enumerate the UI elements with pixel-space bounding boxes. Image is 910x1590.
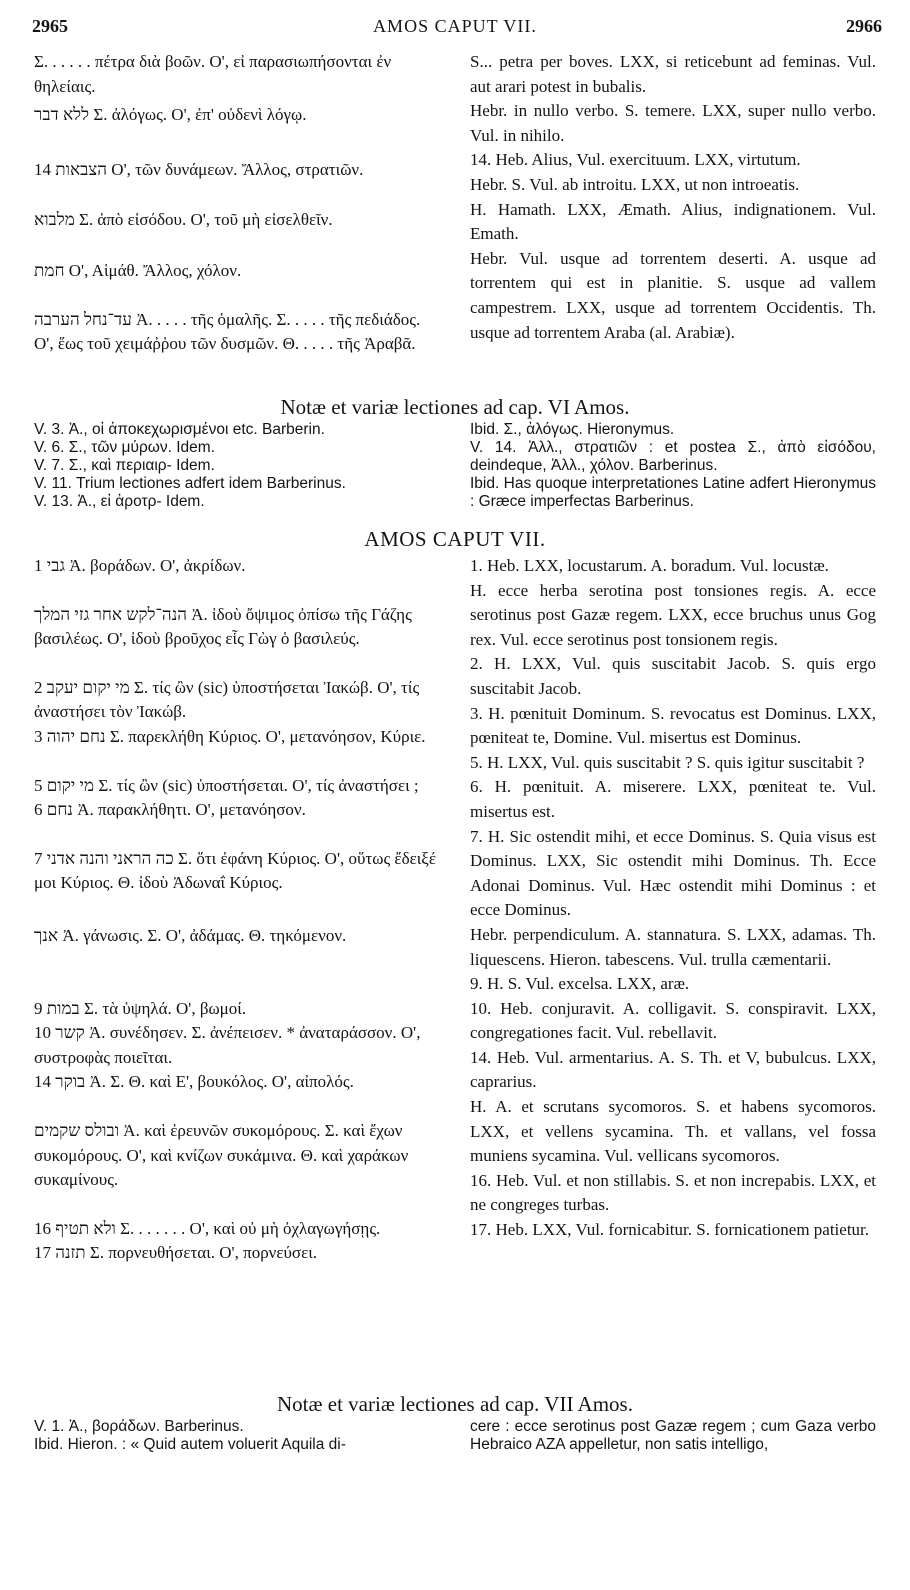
block2-greek-column (34, 554, 444, 1266)
note-line: Ibid. Hieron. : « Quid autem voluerit Aquila di- (34, 1436, 346, 1453)
entry-latin: 1. Heb. LXX, locustarum. A. boradum. Vul. locustæ. (470, 556, 829, 575)
page-number-right: 2966 (846, 16, 882, 36)
block1-greek-column (34, 50, 444, 357)
note-line: V. 14. Ἀλλ., στρατιῶν : et postea Σ., ἀπὸ εἰσόδου, deindeque, Ἀλλ., χόλον. Barberinus. (470, 439, 876, 474)
entry-greek: גבי 1 Ἀ. βοράδων. Ο', ἀκρίδων. (34, 556, 246, 575)
entry-greek: כה הראני והנה אדני 7 Σ. ὅτι ἐφάνη Κύριος. Ο', οὕτως ἔδειξέ μοι Κύριος. Θ. ἰδοὺ Ἀδωναΐ Κύριος. (34, 848, 437, 893)
entry-greek: תזנה 17 Σ. πορνευθήσεται. Ο', πορνεύσει. (34, 1243, 318, 1263)
entry-latin: 3. H. pœnituit Dominum. S. revocatus est Dominus. LXX, pœniteat te, Domine. Vul. misertus est Dominus. (470, 703, 876, 748)
entry-latin: 5. H. LXX, Vul. quis suscitabit ? S. quis igitur suscitabit ? (470, 752, 865, 772)
note-line: V. 1. Ἀ., βοράδων. Barberinus. (34, 1418, 244, 1435)
note-line: V. 11. Trium lectiones adfert idem Barberinus. (34, 475, 346, 492)
entry-greek: מלבוא Σ. ἀπὸ εἰσόδου. Ο', τοῦ μὴ εἰσελθεῖν. (34, 210, 333, 230)
entry-latin: 6. H. pœnituit. A. miserere. LXX, pœniteat te. Vul. misertus est. (470, 777, 876, 821)
entry-greek: נחם 6 Ἀ. παρακλήθητι. Ο', μετανόησον. (34, 800, 306, 820)
entry-latin: Hebr. in nullo verbo. S. temere. LXX, super nullo verbo. Vul. in nihilo. (470, 101, 876, 145)
note-line: V. 3. Ἀ., οἱ ἀποκεχωρισμένοι etc. Barberin. (34, 421, 325, 438)
entry-greek: הצבאות 14 Ο', τῶν δυνάμεων. Ἄλλος, στρατιῶν. (34, 159, 364, 179)
note-line: Ibid. Has quoque interpretationes Latine adfert Hieronymus : Græce imperfectas Barberinus. (470, 475, 876, 510)
entry-greek: הנה־לקש אחר גזי המלך Ἀ. ἰδοὺ ὄψιμος ὀπίσω τῆς Γάζης βασιλέως. Ο', ἰδοὺ βροῦχος εἷς Γὼγ ὁ βασιλεύς. (34, 604, 412, 649)
chapter-title: AMOS CAPUT VII. (364, 527, 546, 551)
entry-latin: 2. H. LXX, Vul. quis suscitabit Jacob. S. quis ergo suscitabit Jacob. (470, 654, 876, 698)
notes-title-ch7: Notæ et variæ lectiones ad cap. VII Amos. (277, 1392, 633, 1416)
notes-ch7-left (34, 1418, 454, 1454)
entry-latin: 9. H. S. Vul. excelsa. LXX, aræ. (470, 974, 690, 994)
entry-greek: חמת Ο', Αἱμάθ. Ἄλλος, χόλον. (34, 260, 242, 280)
running-title: AMOS CAPUT VII. (373, 16, 537, 36)
entry-latin: 16. Heb. Vul. et non stillabis. S. et non increpabis. LXX, et ne congreges turbas. (470, 1170, 876, 1215)
entry-latin: 14. Heb. Alius, Vul. exercituum. LXX, virtutum. (470, 150, 801, 170)
entry-greek: ולא תטיף 16 Σ. . . . . . . Ο', καὶ οὐ μὴ ὀχλαγωγήσῃς. (34, 1218, 381, 1238)
entry-latin: H. A. et scrutans sycomoros. S. et habens sycomoros. LXX, et vellens sycamina. Th. et vallans, vel fossa muniens sycamina. Vul. vellicans sycomoros. (470, 1097, 876, 1166)
entry-greek: קשר 10 Ἀ. συνέδησεν. Σ. ἀνέπεισεν. * ἀναταράσσον. Ο', συστροφὰς ποιεῖται. (34, 1023, 421, 1067)
entry-latin: 14. Heb. Vul. armentarius. A. S. Th. et V, bubulcus. LXX, caprarius. (470, 1047, 876, 1092)
entry-latin: H. Hamath. LXX, Æmath. Alius, indignationem. Vul. Emath. (470, 199, 876, 244)
entry-greek: בוקר 14 Ἀ. Σ. Θ. καὶ Ε', βουκόλος. Ο', αἰπολός. (34, 1072, 354, 1092)
note-line: V. 6. Σ., τῶν μύρων. Idem. (34, 439, 215, 456)
entry-latin: 7. H. Sic ostendit mihi, et ecce Dominus. S. Quia visus est Dominus. LXX, Sic ostendit mihi Dominus. Th. Ecce Adonai Dominus. Vul. Hæc ostendit mihi Dominus : et ecce Dominus. (470, 826, 876, 920)
entry-greek: במות 9 Σ. τὰ ὑψηλά. Ο', βωμοί. (34, 998, 247, 1018)
entry-latin: Hebr. S. Vul. ab introitu. LXX, ut non introeatis. (470, 174, 800, 194)
note-line: V. 13. Ἀ., εἰ ἀροτρ- Idem. (34, 493, 205, 510)
block1-latin-column (470, 50, 876, 345)
entry-latin: Hebr. perpendiculum. A. stannatura. S. LXX, adamas. Th. liquescens. Hieron. tabescens. Vul. trulla cæmentarii. (470, 924, 876, 969)
entry-greek: ובולס שקמים Ἀ. καὶ ἐρευνῶν συκομόρους. Σ. καὶ ἔχων συκομόρους. Ο', καὶ κνίζων συκάμινα. Θ. καὶ χαράκων συκαμίνους. (34, 1120, 409, 1190)
entry-greek: מי יקום 5 Σ. τίς ὢν (sic) ὑποστήσεται. Ο', τίς ἀναστήσει ; (34, 775, 419, 795)
entry-latin: S... petra per boves. LXX, si reticebunt ad feminas. Vul. aut arari potest in bubalis. (470, 52, 876, 96)
entry-latin: H. ecce herba serotina post tonsiones regis. A. ecce serotinus post Gazæ regem. LXX, ecce bruchus unus Gog rex. Vul. ecce serotinus post tonsionem regis. (470, 580, 876, 649)
entry-greek: אנך Ἀ. γάνωσις. Σ. Ο', ἀδάμας. Θ. τηκόμενον. (34, 925, 347, 945)
entry-latin: 17. Heb. LXX, Vul. fornicabitur. S. fornicationem patietur. (470, 1220, 870, 1240)
notes-ch6-left (34, 421, 454, 511)
entry-latin: 10. Heb. conjuravit. A. colligavit. S. conspiravit. LXX, congregationes facit. Vul. rebellavit. (470, 998, 876, 1043)
notes-ch6-right (470, 421, 876, 511)
note-line: cere : ecce serotinus post Gazæ regem ; cum Gaza verbo Hebraico AZA appelletur, non satis intelligo, (470, 1418, 876, 1453)
entry-greek: Σ. . . . . . πέτρα διὰ βοῶν. Ο', εἰ παρασιωπήσονται ἐν θηλείαις. (34, 52, 392, 96)
block2-latin-column (470, 554, 876, 1243)
notes-title-ch6: Notæ et variæ lectiones ad cap. VI Amos. (280, 395, 630, 419)
notes-ch7-right (470, 1418, 876, 1454)
note-line: Ibid. Σ., ἀλόγως. Hieronymus. (470, 421, 675, 438)
page-number-left: 2965 (32, 16, 68, 36)
entry-greek: נחם יהוה 3 Σ. παρεκλήθη Κύριος. Ο', μετανόησον, Κύριε. (34, 726, 426, 746)
entry-greek: עד־נחל הערבה Ἀ. . . . . τῆς ὁμαλῆς. Σ. . . . . τῆς πεδιάδος. Ο', ἕως τοῦ χειμάῤῥου τῶν δυσμῶν. Θ. . . . . τῆς Ἀραβᾶ. (34, 309, 421, 354)
note-line: V. 7. Σ., καὶ περιαιρ- Idem. (34, 457, 215, 474)
entry-greek: מי יקום יעקב 2 Σ. τίς ὢν (sic) ὑποστήσεται Ἰακώβ. Ο', τίς ἀναστήσει τὸν Ἰακώβ. (34, 677, 420, 722)
entry-greek: ללא דבר Σ. ἀλόγως. Ο', ἐπ' οὐδενὶ λόγῳ. (34, 105, 307, 125)
entry-latin: Hebr. Vul. usque ad torrentem deserti. A. usque ad torrentem qui est in planitie. S. usque ad vallem campestrem. LXX, usque ad torrentem Occidentis. Th. usque ad torrentem Araba (al. Arabiæ). (470, 248, 876, 342)
